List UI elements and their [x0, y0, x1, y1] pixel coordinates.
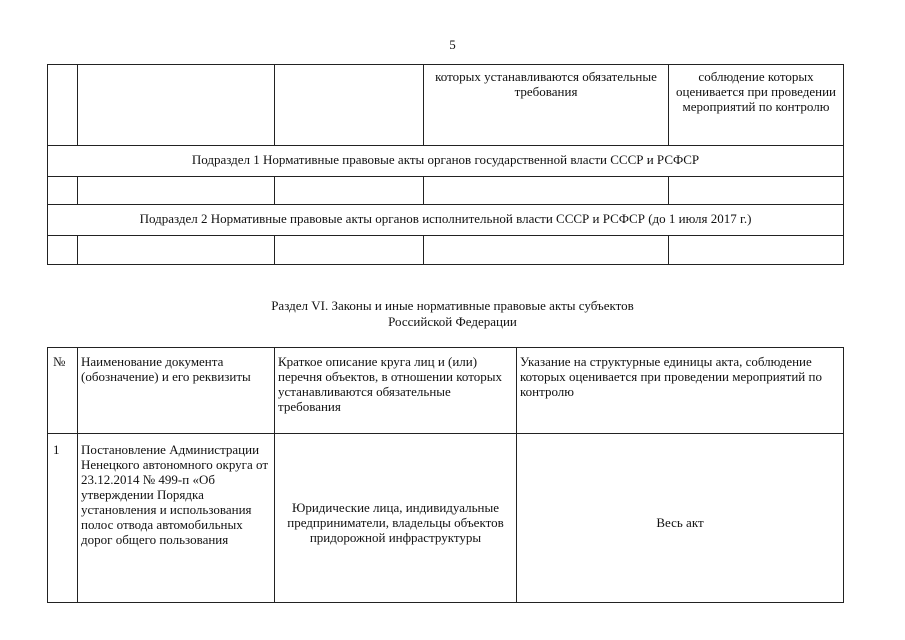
section-title [0, 298, 905, 330]
table-row [48, 65, 844, 146]
table-row [48, 434, 844, 603]
table-cell [275, 236, 424, 265]
header-cell-units: соблюдение которых оценивается при проведении мероприятий по контролю [669, 65, 844, 146]
table-cell [424, 236, 669, 265]
subsection-1-title: Подраздел 1 Нормативные правовые акты органов государственной власти СССР и РСФСР [48, 146, 844, 177]
table-cell [275, 177, 424, 205]
table-cell [669, 236, 844, 265]
table-cell [78, 65, 275, 146]
row-number: 1 [48, 434, 78, 603]
table-row [48, 177, 844, 205]
header-cell-objects: которых устанавливаются обязательные требования [424, 65, 669, 146]
header-number: № [48, 348, 78, 434]
table-cell [669, 177, 844, 205]
page-number: 5 [449, 37, 456, 52]
continuation-table [47, 64, 844, 265]
row-units: Весь акт [517, 434, 844, 603]
table-cell [48, 177, 78, 205]
regional-acts-table [47, 347, 844, 603]
subsection-row [48, 205, 844, 236]
row-persons: Юридические лица, индивидуальные предприниматели, владельцы объектов придорожной инфраструктуры [275, 434, 517, 603]
row-document: Постановление Администрации Ненецкого автономного округа от 23.12.2014 № 499-п «Об утверждении Порядка установления и использования полос отвода автомобильных дорог общего пользования [78, 434, 275, 603]
section-title-line2: Российской Федерации [388, 314, 517, 329]
table-cell [275, 65, 424, 146]
section-title-line1: Раздел VI. Законы и иные нормативные правовые акты субъектов [271, 298, 634, 313]
header-document: Наименование документа (обозначение) и его реквизиты [78, 348, 275, 434]
table-cell [78, 177, 275, 205]
header-units: Указание на структурные единицы акта, соблюдение которых оценивается при проведении мероприятий по контролю [517, 348, 844, 434]
table-cell [48, 236, 78, 265]
table-cell [424, 177, 669, 205]
subsection-row [48, 146, 844, 177]
table-row [48, 236, 844, 265]
table-header-row [48, 348, 844, 434]
header-persons: Краткое описание круга лиц и (или) перечня объектов, в отношении которых устанавливаются обязательные требования [275, 348, 517, 434]
table-cell [78, 236, 275, 265]
table-cell [48, 65, 78, 146]
subsection-2-title: Подраздел 2 Нормативные правовые акты органов исполнительной власти СССР и РСФСР (до 1 июля 2017 г.) [48, 205, 844, 236]
